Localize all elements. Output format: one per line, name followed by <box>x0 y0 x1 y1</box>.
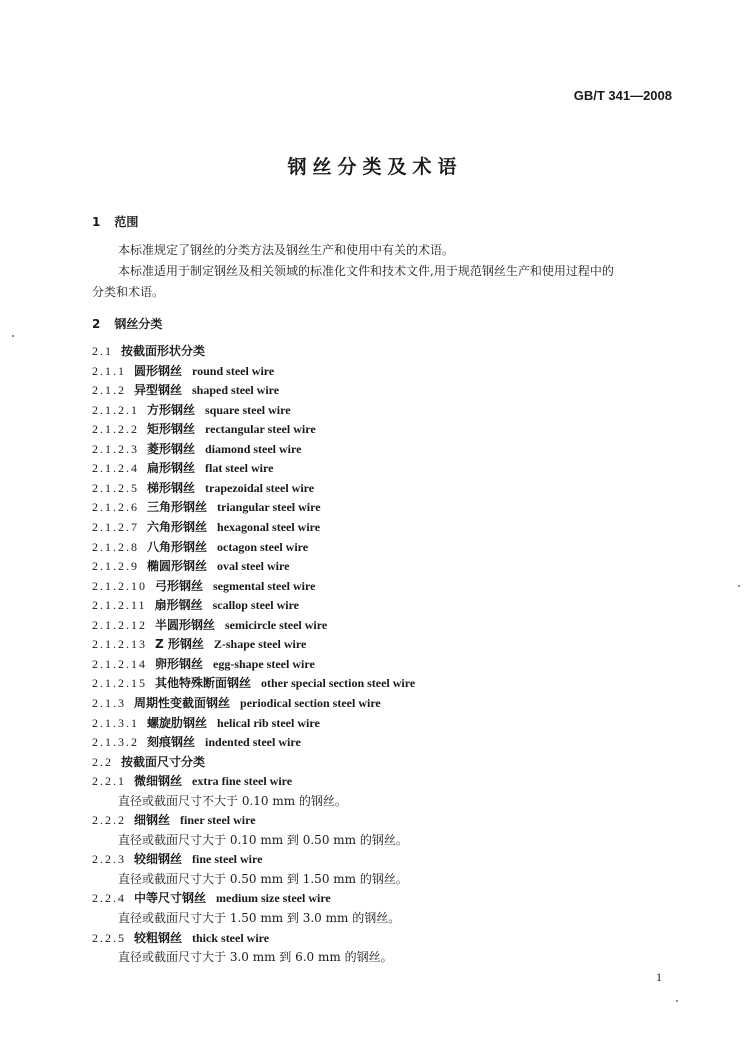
term-number: 2.1.2.5 <box>92 480 139 495</box>
term-chinese: 圆形钢丝 <box>134 363 183 378</box>
scan-speck <box>676 1000 678 1002</box>
term-chinese: 刻痕钢丝 <box>147 735 196 749</box>
term-chinese: 按截面形状分类 <box>121 344 206 358</box>
term-entry <box>92 539 308 555</box>
term-definition: 直径或截面尺寸大于 0.50 mm 到 1.50 mm 的钢丝。 <box>118 871 408 886</box>
term-entry <box>92 695 381 711</box>
term-entry <box>92 812 256 828</box>
term-english: segmental steel wire <box>213 578 316 593</box>
term-number: 2.1.2.9 <box>92 559 139 573</box>
term-entry <box>92 480 314 496</box>
section-1-heading <box>92 214 138 230</box>
page-number: 1 <box>656 970 662 984</box>
term-number: 2.1.2.2 <box>92 422 139 437</box>
term-chinese: 六角形钢丝 <box>147 520 208 534</box>
term-english: diamond steel wire <box>205 441 302 456</box>
document-title: 钢丝分类及术语 <box>287 156 463 178</box>
term-english: scallop steel wire <box>212 598 300 613</box>
term-english: thick steel wire <box>192 930 270 945</box>
term-chinese: 弓形钢丝 <box>155 578 204 593</box>
term-english: Z-shape steel wire <box>213 637 307 652</box>
term-entry <box>92 421 316 437</box>
term-english: shaped steel wire <box>192 383 280 398</box>
term-number: 2.2 <box>92 754 113 769</box>
term-entry <box>92 460 273 476</box>
term-chinese: 扁形钢丝 <box>147 461 196 476</box>
term-chinese: 三角形钢丝 <box>147 500 208 515</box>
term-entry <box>92 363 274 379</box>
section-title: 范围 <box>114 215 139 229</box>
term-number: 2.1.1 <box>92 363 126 378</box>
term-entry <box>92 851 262 867</box>
term-chinese: 异型钢丝 <box>134 383 183 398</box>
term-chinese: 矩形钢丝 <box>147 422 196 437</box>
term-chinese: 卵形钢丝 <box>155 656 204 671</box>
term-entry <box>92 930 269 946</box>
term-entry <box>92 656 315 672</box>
term-number: 2.1.2.14 <box>92 656 147 671</box>
term-english: flat steel wire <box>205 461 274 476</box>
term-number: 2.1.2.12 <box>92 617 147 632</box>
term-definition: 直径或截面尺寸大于 0.10 mm 到 0.50 mm 的钢丝。 <box>118 832 408 847</box>
term-entry <box>92 519 320 535</box>
term-english: octagon steel wire <box>217 539 309 554</box>
term-number: 2.2.5 <box>92 930 126 945</box>
term-entry <box>92 558 289 574</box>
term-definition: 直径或截面尺寸大于 1.50 mm 到 3.0 mm 的钢丝。 <box>118 911 401 925</box>
term-english: other special section steel wire <box>261 676 416 691</box>
term-entry <box>92 675 415 691</box>
term-number: 2.1.3.1 <box>92 715 139 730</box>
term-english: semicircle steel wire <box>225 617 328 632</box>
term-chinese: 梯形钢丝 <box>147 480 196 495</box>
scope-paragraph-2-continued: 分类和术语。 <box>92 285 165 299</box>
scan-speck <box>12 335 14 337</box>
term-chinese: 细钢丝 <box>134 813 171 828</box>
term-entry <box>92 343 215 359</box>
term-chinese: 较粗钢丝 <box>134 930 183 945</box>
term-number: 2.1.2.15 <box>92 676 147 691</box>
term-english: egg-shape steel wire <box>213 656 315 671</box>
term-chinese: 螺旋肋钢丝 <box>147 715 208 730</box>
term-entry <box>92 441 301 457</box>
term-number: 2.1.3 <box>92 695 126 710</box>
term-chinese: 八角形钢丝 <box>147 539 208 554</box>
term-english: triangular steel wire <box>217 500 321 515</box>
term-english: medium size steel wire <box>216 891 331 906</box>
term-entry <box>92 578 315 594</box>
section-title: 钢丝分类 <box>114 317 163 331</box>
term-english: rectangular steel wire <box>205 422 316 437</box>
term-english: trapezoidal steel wire <box>205 480 315 495</box>
term-chinese: Z 形钢丝 <box>155 637 204 652</box>
term-english: hexagonal steel wire <box>217 520 321 534</box>
term-number: 2.1.3.2 <box>92 735 139 749</box>
term-chinese: 较细钢丝 <box>134 852 183 867</box>
term-english: fine steel wire <box>192 852 263 867</box>
term-english: indented steel wire <box>205 735 301 749</box>
term-number: 2.2.2 <box>92 813 126 828</box>
section-number: 2 <box>92 317 101 331</box>
term-entry <box>92 715 320 731</box>
term-number: 2.2.4 <box>92 891 126 906</box>
term-number: 2.1 <box>92 344 113 358</box>
term-entry <box>92 636 306 652</box>
term-entry <box>92 597 299 613</box>
scope-paragraph-1: 本标准规定了钢丝的分类方法及钢丝生产和使用中有关的术语。 <box>118 243 455 257</box>
term-definition: 直径或截面尺寸不大于 0.10 mm 的钢丝。 <box>118 793 347 808</box>
term-english: round steel wire <box>192 363 275 378</box>
term-number: 2.1.2 <box>92 383 126 398</box>
term-english: extra fine steel wire <box>192 774 293 789</box>
term-number: 2.2.3 <box>92 852 126 867</box>
term-entry <box>92 773 292 789</box>
scan-speck <box>738 585 740 587</box>
term-english: periodical section steel wire <box>240 695 381 710</box>
term-entry <box>92 890 331 906</box>
term-chinese: 按截面尺寸分类 <box>121 754 206 769</box>
term-number: 2.1.2.10 <box>92 578 147 593</box>
term-entry <box>92 754 215 770</box>
term-number: 2.1.2.1 <box>92 402 139 417</box>
term-number: 2.1.2.11 <box>92 598 147 613</box>
term-chinese: 周期性变截面钢丝 <box>134 695 231 710</box>
term-number: 2.1.2.4 <box>92 461 139 476</box>
term-chinese: 菱形钢丝 <box>147 441 196 456</box>
term-entry <box>92 499 321 515</box>
term-entry <box>92 382 279 398</box>
term-english: oval steel wire <box>217 559 290 573</box>
section-2-heading <box>92 316 162 332</box>
term-number: 2.1.2.8 <box>92 539 139 554</box>
term-entry <box>92 617 327 633</box>
term-number: 2.1.2.13 <box>92 637 147 652</box>
term-english: finer steel wire <box>180 813 256 828</box>
term-number: 2.1.2.7 <box>92 520 139 534</box>
term-entry <box>92 402 291 418</box>
term-number: 2.2.1 <box>92 774 126 789</box>
term-entry <box>92 734 301 750</box>
term-english: square steel wire <box>205 402 291 417</box>
standard-code: GB/T 341—2008 <box>573 88 672 103</box>
term-chinese: 椭圆形钢丝 <box>147 559 208 573</box>
term-definition: 直径或截面尺寸大于 3.0 mm 到 6.0 mm 的钢丝。 <box>118 950 393 965</box>
term-english: helical rib steel wire <box>217 715 320 730</box>
term-number: 2.1.2.6 <box>92 500 139 515</box>
term-number: 2.1.2.3 <box>92 441 139 456</box>
term-chinese: 半圆形钢丝 <box>155 617 216 632</box>
term-chinese: 方形钢丝 <box>147 402 196 417</box>
term-chinese: 其他特殊断面钢丝 <box>155 676 252 691</box>
term-chinese: 微细钢丝 <box>134 774 183 789</box>
section-number: 1 <box>92 215 101 229</box>
scope-paragraph-2: 本标准适用于制定钢丝及相关领域的标准化文件和技术文件,用于规范钢丝生产和使用过程中的 <box>118 264 614 278</box>
term-chinese: 扇形钢丝 <box>154 598 203 613</box>
term-chinese: 中等尺寸钢丝 <box>134 891 207 906</box>
